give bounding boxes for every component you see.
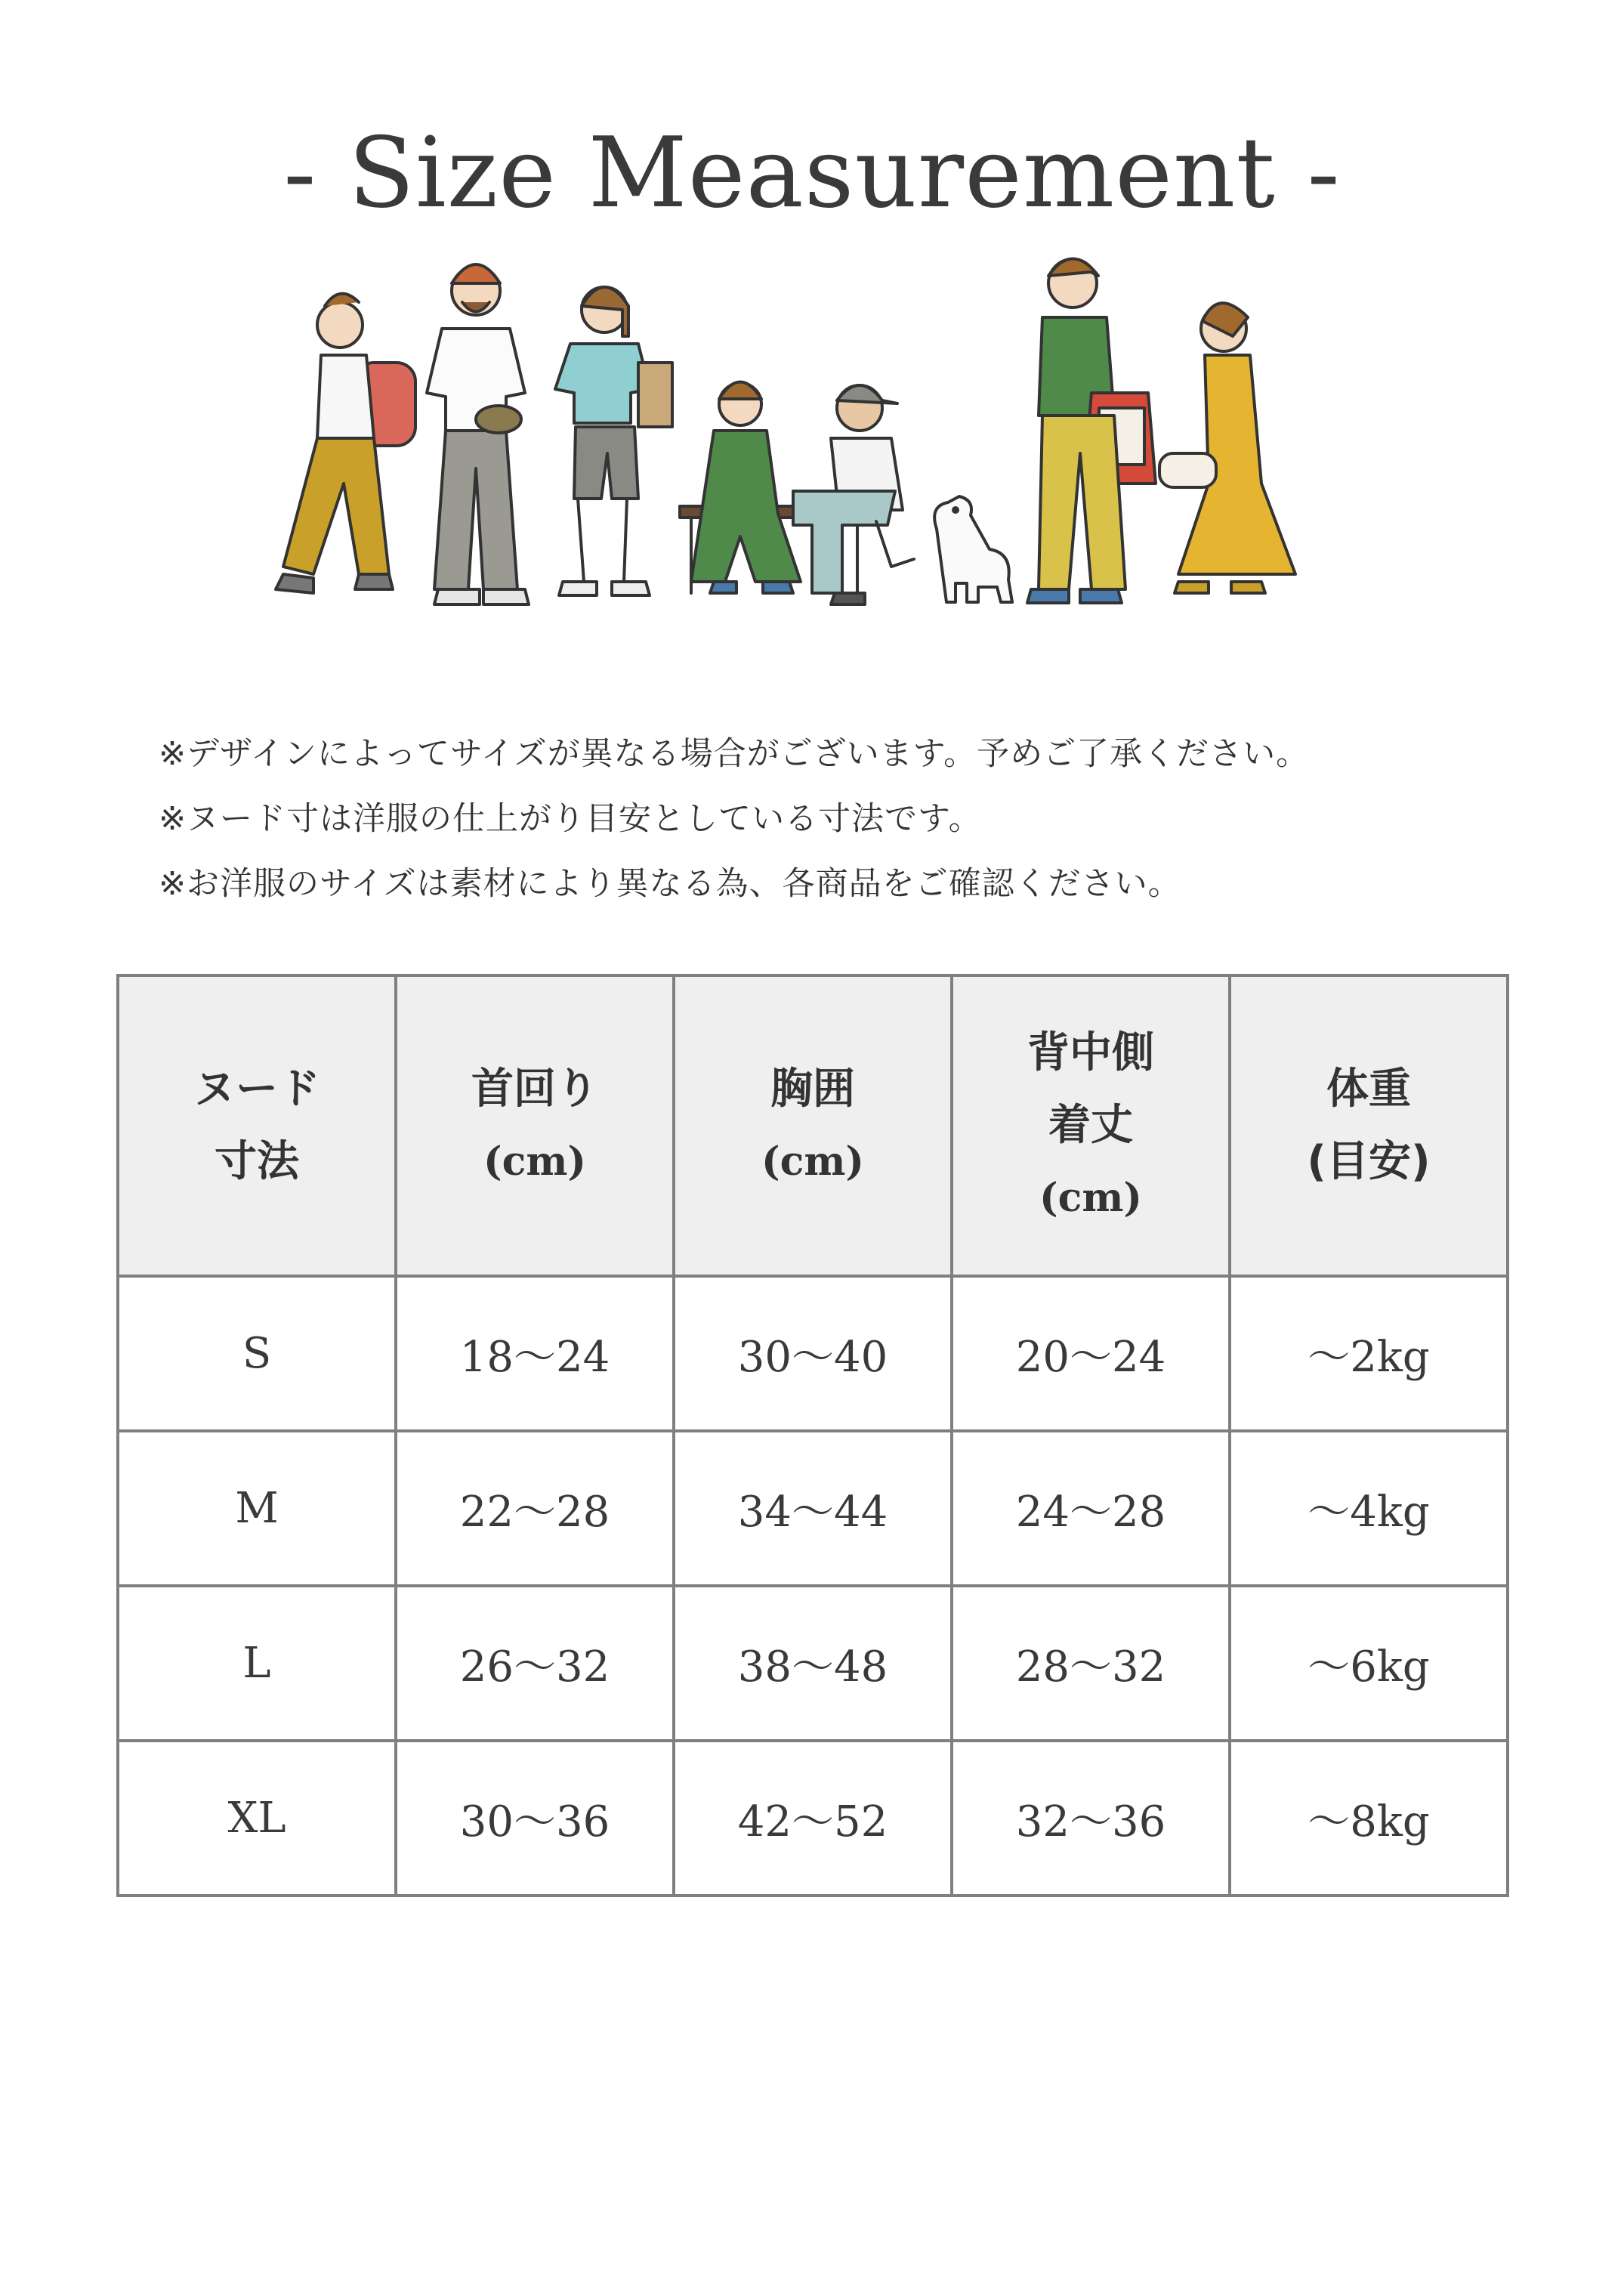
table-row <box>118 1741 1508 1896</box>
notes-section <box>159 722 1518 916</box>
header-weight: 体重 (目安) <box>1230 975 1508 1276</box>
header-neck: 首回り (cm) <box>396 975 674 1276</box>
person-bearded-man-icon <box>427 264 529 604</box>
cell-neck: 30〜36 <box>396 1741 674 1896</box>
person-polo-woman-icon <box>555 287 672 595</box>
note-line: ※お洋服のサイズは素材により異なる為、各商品をご確認ください。 <box>159 865 1181 903</box>
person-tall-man-icon <box>1027 259 1156 604</box>
cell-weight: 〜8kg <box>1230 1741 1508 1896</box>
note-line: ※デザインによってサイズが異なる場合がございます。予めご了承ください。 <box>159 735 1310 773</box>
cell-neck: 22〜28 <box>396 1431 674 1586</box>
header-back-length: 背中側 着丈 (cm) <box>952 975 1230 1276</box>
note-line: ※ヌード寸は洋服の仕上がり目安としている寸法です。 <box>159 800 982 838</box>
table-header-row <box>118 975 1508 1276</box>
cell-chest: 38〜48 <box>674 1586 952 1741</box>
cell-size: L <box>118 1586 396 1741</box>
cell-neck: 26〜32 <box>396 1586 674 1741</box>
cell-back-length: 32〜36 <box>952 1741 1230 1896</box>
header-nude-size: ヌード 寸法 <box>118 975 396 1276</box>
cell-chest: 42〜52 <box>674 1741 952 1896</box>
header-chest: 胸囲 (cm) <box>674 975 952 1276</box>
cell-back-length: 28〜32 <box>952 1586 1230 1741</box>
cell-chest: 30〜40 <box>674 1276 952 1431</box>
table-row <box>118 1276 1508 1431</box>
person-seated-woman-icon <box>691 382 801 594</box>
table-row <box>118 1431 1508 1586</box>
person-seated-man-icon <box>793 385 914 604</box>
cell-size: XL <box>118 1741 396 1896</box>
dog-icon <box>934 496 1012 602</box>
table-row <box>118 1586 1508 1741</box>
cell-back-length: 24〜28 <box>952 1431 1230 1586</box>
person-backpack-icon <box>276 294 415 593</box>
cell-weight: 〜4kg <box>1230 1431 1508 1586</box>
cell-size: S <box>118 1276 396 1431</box>
page-title: - Size Measurement - <box>283 117 1341 230</box>
cell-neck: 18〜24 <box>396 1276 674 1431</box>
people-and-dog-illustration <box>272 249 1352 688</box>
size-table <box>116 974 1509 1897</box>
cell-size: M <box>118 1431 396 1586</box>
cell-weight: 〜6kg <box>1230 1586 1508 1741</box>
cell-chest: 34〜44 <box>674 1431 952 1586</box>
cell-back-length: 20〜24 <box>952 1276 1230 1431</box>
cell-weight: 〜2kg <box>1230 1276 1508 1431</box>
person-yellow-dress-icon <box>1159 303 1295 593</box>
